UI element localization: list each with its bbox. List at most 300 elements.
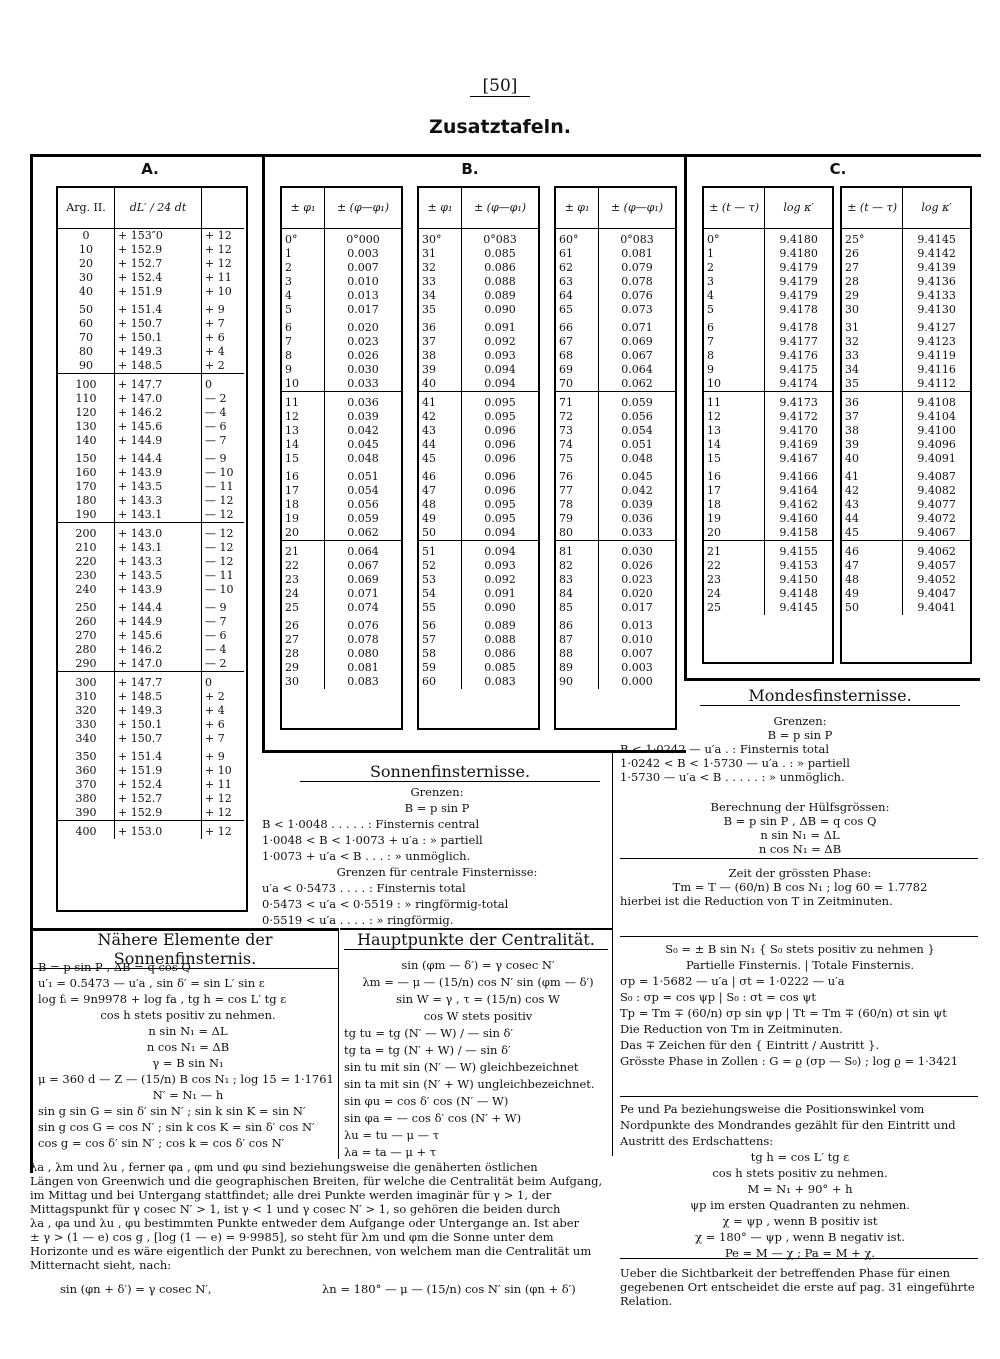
table-cell: 0 xyxy=(202,672,245,691)
text-line: 0·5519 < u′a . . . . : » ringförmig. xyxy=(262,913,454,927)
table-cell: 50 xyxy=(79,303,93,316)
table-cell: 0.007 xyxy=(325,261,402,275)
table-cell: — 12 xyxy=(202,523,245,542)
table-cell: 0.092 xyxy=(462,573,539,587)
table-row xyxy=(58,764,244,778)
table-b-header: ± (φ—φ₁) xyxy=(462,188,539,229)
table-row xyxy=(704,317,832,335)
table-cell: 23 xyxy=(285,573,299,586)
text-line: n sin N₁ = ΔL xyxy=(760,828,840,842)
table-cell: 85 xyxy=(559,601,573,614)
text-line: tg ta = tg (N′ + W) / — sin δ′ xyxy=(344,1043,511,1057)
table-row xyxy=(58,299,244,317)
page-number: [50] xyxy=(470,76,530,97)
table-row xyxy=(704,247,832,261)
text-line: λa = ta — μ + τ xyxy=(344,1145,437,1159)
table-cell: 0.094 xyxy=(462,541,539,560)
table-cell: 170 xyxy=(75,480,97,493)
table-cell: 0.079 xyxy=(599,261,676,275)
table-row xyxy=(704,229,832,248)
table-cell: 9.4041 xyxy=(903,601,970,615)
table-cell: + 143.5 xyxy=(115,569,202,583)
table-cell: 25 xyxy=(285,601,299,614)
table-row xyxy=(58,690,244,704)
table-cell: 3 xyxy=(707,275,714,288)
table-cell: 0.062 xyxy=(325,526,402,541)
text-line: Das ∓ Zeichen für den { Eintritt / Austritt }. xyxy=(620,1038,880,1052)
text-line: Horizonte und es wäre eigentlich der Punkt zu berechnen, von welchem man die Centralität um xyxy=(30,1244,592,1258)
table-cell: 0.007 xyxy=(599,647,676,661)
table-cell: 4 xyxy=(285,289,292,302)
table-cell: — 12 xyxy=(202,508,245,523)
table-cell: 84 xyxy=(559,587,573,600)
table-cell: 360 xyxy=(75,764,97,777)
table-cell: 0.013 xyxy=(599,615,676,633)
table-cell: 0.069 xyxy=(325,573,402,587)
table-cell: 280 xyxy=(75,643,97,656)
text-line: cos g = cos δ′ sin N′ ; cos k = cos δ′ cos N′ xyxy=(38,1136,285,1150)
table-cell: 0.056 xyxy=(325,498,402,512)
table-cell: + 150.7 xyxy=(115,317,202,331)
text-line: M = N₁ + 90° + h xyxy=(747,1182,853,1196)
text-line: cos W stets positiv xyxy=(423,1009,533,1023)
table-row xyxy=(58,732,244,746)
table-row xyxy=(419,466,538,484)
table-cell: 0° xyxy=(285,233,298,246)
text-line: γ = B sin N₁ xyxy=(152,1056,224,1070)
table-cell: 30 xyxy=(285,675,299,688)
table-row xyxy=(842,466,970,484)
section-c-label: C. xyxy=(829,160,847,178)
table-row xyxy=(419,484,538,498)
table-b-column-3 xyxy=(554,186,677,730)
table-row xyxy=(58,243,244,257)
table-cell: 36 xyxy=(842,392,903,411)
table-cell: + 147.0 xyxy=(115,657,202,672)
table-cell: 9.4148 xyxy=(765,587,832,601)
table-cell: 0.093 xyxy=(462,349,539,363)
table-cell: 0.039 xyxy=(325,410,402,424)
table-cell: 40 xyxy=(422,377,436,390)
table-row xyxy=(556,675,675,689)
table-cell: 8 xyxy=(707,349,714,362)
table-cell: 20 xyxy=(285,526,299,539)
table-row xyxy=(58,821,244,840)
table-cell: 380 xyxy=(75,792,97,805)
table-row xyxy=(842,229,970,248)
table-row xyxy=(842,349,970,363)
table-cell: 0.067 xyxy=(599,349,676,363)
table-row xyxy=(704,363,832,377)
table-cell: + 152.7 xyxy=(115,257,202,271)
table-c-header: log κ′ xyxy=(765,188,832,229)
table-cell: 40 xyxy=(79,285,93,298)
table-cell: 0.095 xyxy=(462,410,539,424)
table-cell: 9.4123 xyxy=(903,335,970,349)
table-row xyxy=(419,675,538,689)
table-row xyxy=(282,559,401,573)
table-row xyxy=(556,615,675,633)
table-row xyxy=(704,498,832,512)
table-cell: 300 xyxy=(58,672,115,691)
naehere-block xyxy=(38,960,338,1152)
text-line: Austritt des Erdschattens: xyxy=(620,1134,774,1148)
table-cell: 0.045 xyxy=(599,466,676,484)
table-cell: 0.026 xyxy=(599,559,676,573)
text-line: Die Reduction von Tm in Zeitminuten. xyxy=(620,1022,843,1036)
table-cell: + 9 xyxy=(202,299,245,317)
table-c-column-2 xyxy=(840,186,972,664)
table-cell: 0.036 xyxy=(325,392,402,411)
hauptpunkte-title: Hauptpunkte der Centralität. xyxy=(344,930,608,950)
table-cell: 0.062 xyxy=(599,377,676,392)
table-row xyxy=(282,363,401,377)
table-cell: 390 xyxy=(75,806,97,819)
table-b-column-1 xyxy=(280,186,403,730)
table-row xyxy=(842,261,970,275)
table-cell: + 2 xyxy=(202,359,245,374)
table-cell: 71 xyxy=(556,392,599,411)
table-row xyxy=(282,512,401,526)
table-cell: — 4 xyxy=(202,406,245,420)
text-line: im Mittag und bei Untergang stattfindet; alle drei Punkte werden imaginär für γ > 1, der xyxy=(30,1188,552,1202)
table-cell: 9.4179 xyxy=(765,261,832,275)
table-row xyxy=(282,247,401,261)
table-cell: 0.071 xyxy=(599,317,676,335)
table-cell: 0°083 xyxy=(599,229,676,248)
table-cell: 25° xyxy=(845,233,865,246)
table-cell: 30° xyxy=(422,233,442,246)
table-row xyxy=(282,438,401,452)
table-cell: 0.054 xyxy=(599,424,676,438)
text-line: u′₁ = 0.5473 — u′a , sin δ′ = sin L′ sin ε xyxy=(38,976,265,990)
table-cell: + 147.0 xyxy=(115,392,202,406)
table-cell: 38 xyxy=(422,349,436,362)
table-row xyxy=(282,615,401,633)
table-cell: 37 xyxy=(845,410,859,423)
table-cell: 9.4150 xyxy=(765,573,832,587)
table-row xyxy=(556,392,675,411)
table-cell: 0.081 xyxy=(599,247,676,261)
table-cell: 0.051 xyxy=(325,466,402,484)
table-cell: 220 xyxy=(75,555,97,568)
text-line: n cos N₁ = ΔB xyxy=(758,842,842,856)
table-cell: 260 xyxy=(75,615,97,628)
table-cell: 44 xyxy=(422,438,436,451)
table-cell: + 147.7 xyxy=(115,672,202,691)
table-cell: 11 xyxy=(704,392,765,411)
table-row xyxy=(58,494,244,508)
table-cell: 9.4176 xyxy=(765,349,832,363)
table-cell: 0 xyxy=(202,374,245,393)
text-line: Relation. xyxy=(620,1294,673,1308)
table-row xyxy=(58,466,244,480)
table-cell: 0.092 xyxy=(462,335,539,349)
text-line: cos h stets positiv zu nehmen. xyxy=(100,1008,276,1022)
table-cell: 33 xyxy=(422,275,436,288)
table-cell: 46 xyxy=(422,470,436,483)
table-cell: 0 xyxy=(82,229,90,242)
section-a-label: A. xyxy=(141,160,159,178)
table-row xyxy=(556,484,675,498)
table-row xyxy=(556,526,675,541)
table-cell: 9.4145 xyxy=(765,601,832,615)
table-row xyxy=(282,484,401,498)
table-cell: 60 xyxy=(79,317,93,330)
table-cell: 0.080 xyxy=(325,647,402,661)
table-cell: 7 xyxy=(707,335,714,348)
table-cell: + 151.9 xyxy=(115,764,202,778)
text-line: λu = tu — μ — τ xyxy=(344,1128,440,1142)
table-cell: 2 xyxy=(707,261,714,274)
table-cell: + 6 xyxy=(202,718,245,732)
table-cell: 0.017 xyxy=(599,601,676,615)
table-row xyxy=(842,275,970,289)
table-cell: 62 xyxy=(559,261,573,274)
text-line: λm = — μ — (15/n) cos N′ sin (φm — δ′) xyxy=(362,975,594,989)
table-cell: + 143.1 xyxy=(115,508,202,523)
table-cell: 0.048 xyxy=(599,452,676,466)
table-cell: 9.4172 xyxy=(765,410,832,424)
table-cell: 0.081 xyxy=(325,661,402,675)
table-row xyxy=(842,541,970,560)
table-row xyxy=(282,647,401,661)
formula-right: λn = 180° — μ — (15/n) cos N′ sin (φn + δ′) xyxy=(322,1282,576,1296)
table-cell: 20 xyxy=(707,526,721,539)
table-row xyxy=(58,523,244,542)
text-line: Berechnung der Hülfsgrössen: xyxy=(710,800,890,814)
table-cell: 0.076 xyxy=(599,289,676,303)
table-cell: 9.4179 xyxy=(765,275,832,289)
text-line: Ueber die Sichtbarkeit der betreffenden Phase für einen xyxy=(620,1266,951,1280)
table-cell: 0.088 xyxy=(462,275,539,289)
text-line: tg tu = tg (N′ — W) / — sin δ′ xyxy=(344,1026,514,1040)
table-cell: 0.056 xyxy=(599,410,676,424)
table-cell: 50 xyxy=(422,526,436,539)
table-row xyxy=(556,541,675,560)
table-cell: 0.039 xyxy=(599,498,676,512)
table-cell: — 10 xyxy=(202,466,245,480)
table-row xyxy=(282,377,401,392)
table-cell: — 11 xyxy=(202,480,245,494)
table-cell: 9.4108 xyxy=(903,392,970,411)
table-cell: 9.4087 xyxy=(903,466,970,484)
table-cell: 70 xyxy=(559,377,573,390)
table-cell: 150 xyxy=(75,452,97,465)
table-cell: 41 xyxy=(419,392,462,411)
table-cell: 82 xyxy=(559,559,573,572)
mondes-title: Mondesfinsternisse. xyxy=(700,686,960,706)
table-row xyxy=(842,498,970,512)
table-cell: 0.091 xyxy=(462,587,539,601)
table-cell: 17 xyxy=(707,484,721,497)
table-cell: 9.4139 xyxy=(903,261,970,275)
table-cell: 64 xyxy=(559,289,573,302)
text-line: sin (φm — δ′) = γ cosec N′ xyxy=(401,958,555,972)
table-cell: 9.4173 xyxy=(765,392,832,411)
table-cell: 0.042 xyxy=(325,424,402,438)
table-row xyxy=(704,410,832,424)
table-a xyxy=(58,188,244,839)
text-line: n cos N₁ = ΔB xyxy=(146,1040,230,1054)
mondes-position xyxy=(620,1102,980,1262)
table-cell: 1 xyxy=(285,247,292,260)
table-cell: 60 xyxy=(422,675,436,688)
table-cell: — 10 xyxy=(202,583,245,597)
table-cell: 78 xyxy=(559,498,573,511)
table-row xyxy=(419,229,538,248)
table-cell: 0.096 xyxy=(462,424,539,438)
table-cell: 0.093 xyxy=(462,559,539,573)
table-cell: 9.4180 xyxy=(765,247,832,261)
table-cell: — 6 xyxy=(202,629,245,643)
table-c-column-1 xyxy=(702,186,834,664)
table-cell: 89 xyxy=(559,661,573,674)
table-row xyxy=(419,424,538,438)
table-row xyxy=(556,261,675,275)
table-cell: 2 xyxy=(285,261,292,274)
table-cell: 18 xyxy=(707,498,721,511)
table-cell: + 7 xyxy=(202,732,245,746)
table-cell: 9.4178 xyxy=(765,317,832,335)
table-cell: 0.033 xyxy=(599,526,676,541)
table-row xyxy=(704,512,832,526)
table-cell: 0.095 xyxy=(462,392,539,411)
table-b-header: ± φ₁ xyxy=(419,188,462,229)
table-cell: + 151.4 xyxy=(115,299,202,317)
table-cell: + 144.9 xyxy=(115,434,202,448)
table-cell: 10 xyxy=(707,377,721,390)
table-cell: — 6 xyxy=(202,420,245,434)
table-row xyxy=(556,452,675,466)
table-row xyxy=(419,498,538,512)
divider-c-bottom xyxy=(684,678,980,681)
table-row xyxy=(58,331,244,345)
table-row xyxy=(556,303,675,317)
table-cell: 28 xyxy=(285,647,299,660)
table-row xyxy=(842,392,970,411)
table-cell: 0.078 xyxy=(325,633,402,647)
table-cell: 9.4175 xyxy=(765,363,832,377)
table-cell: + 10 xyxy=(202,285,245,299)
table-row xyxy=(419,317,538,335)
table-cell: 5 xyxy=(285,303,292,316)
text-line: sin g cos G = cos N′ ; sin k cos K = sin δ′ cos N′ xyxy=(38,1120,315,1134)
table-cell: — 7 xyxy=(202,434,245,448)
table-cell: 0.030 xyxy=(599,541,676,560)
text-line: B = p sin P , ΔB = q cos Q xyxy=(723,814,877,828)
table-cell: + 11 xyxy=(202,778,245,792)
table-cell: 9.4166 xyxy=(765,466,832,484)
table-cell: 30 xyxy=(79,271,93,284)
table-row xyxy=(419,541,538,560)
table-cell: 9.4153 xyxy=(765,559,832,573)
table-cell: 250 xyxy=(75,601,97,614)
table-row xyxy=(58,629,244,643)
text-line: B = p sin P xyxy=(767,728,833,742)
table-row xyxy=(704,559,832,573)
table-cell: 9.4096 xyxy=(903,438,970,452)
table-cell: 9.4127 xyxy=(903,317,970,335)
table-cell: 0.083 xyxy=(462,675,539,689)
table-row xyxy=(419,661,538,675)
table-cell: + 12 xyxy=(202,821,245,840)
table-cell: 56 xyxy=(422,619,436,632)
table-cell: 0.090 xyxy=(462,601,539,615)
table-cell: 0.078 xyxy=(599,275,676,289)
table-cell: 160 xyxy=(75,466,97,479)
table-row xyxy=(419,647,538,661)
table-row xyxy=(58,229,244,244)
table-row xyxy=(842,452,970,466)
text-line: sin W = γ , τ = (15/n) cos W xyxy=(396,992,560,1006)
table-row xyxy=(58,792,244,806)
text-line: Grenzen: xyxy=(410,785,464,799)
table-cell: 48 xyxy=(845,573,859,586)
table-c-header: log κ′ xyxy=(903,188,970,229)
table-cell: 57 xyxy=(422,633,436,646)
table-row xyxy=(419,410,538,424)
table-row xyxy=(556,601,675,615)
table-cell: 30 xyxy=(845,303,859,316)
table-row xyxy=(58,555,244,569)
table-row xyxy=(282,498,401,512)
table-cell: 240 xyxy=(75,583,97,596)
table-cell: 230 xyxy=(75,569,97,582)
table-cell: 0.003 xyxy=(325,247,402,261)
table-row xyxy=(556,633,675,647)
text-line: ψp im ersten Quadranten zu nehmen. xyxy=(690,1198,910,1212)
table-cell: 180 xyxy=(75,494,97,507)
table-cell: — 2 xyxy=(202,657,245,672)
text-line: Grenzen für centrale Finsternisse: xyxy=(336,865,538,879)
table-cell: 70 xyxy=(79,331,93,344)
table-cell: 12 xyxy=(707,410,721,423)
table-cell: 0.036 xyxy=(599,512,676,526)
table-cell: 88 xyxy=(559,647,573,660)
table-cell: + 145.6 xyxy=(115,629,202,643)
table-row xyxy=(282,349,401,363)
table-row xyxy=(419,633,538,647)
text-line: sin tu mit sin (N′ — W) gleichbezeichnet xyxy=(344,1060,579,1074)
text-line: Pe = M — χ ; Pa = M + χ. xyxy=(724,1246,876,1260)
table-row xyxy=(419,452,538,466)
table-cell: 9.4077 xyxy=(903,498,970,512)
table-row xyxy=(58,406,244,420)
table-cell: 9.4119 xyxy=(903,349,970,363)
table-cell: 39 xyxy=(845,438,859,451)
table-cell: 9.4170 xyxy=(765,424,832,438)
table-cell: 0.023 xyxy=(325,335,402,349)
table-row xyxy=(282,303,401,317)
text-line: 1·5730 — u′a < B . . . . . : » unmöglich. xyxy=(620,770,845,784)
table-cell: 0.017 xyxy=(325,303,402,317)
table-cell: 9.4104 xyxy=(903,410,970,424)
table-row xyxy=(58,778,244,792)
table-row xyxy=(419,363,538,377)
table-row xyxy=(419,377,538,392)
table-cell: + 4 xyxy=(202,345,245,359)
table-row xyxy=(842,424,970,438)
table-cell: 49 xyxy=(845,587,859,600)
table-cell: 10 xyxy=(79,243,93,256)
table-cell: 0.023 xyxy=(599,573,676,587)
table-cell: 110 xyxy=(75,392,97,405)
table-row xyxy=(419,587,538,601)
table-row xyxy=(58,657,244,672)
table-row xyxy=(842,512,970,526)
table-row xyxy=(842,410,970,424)
